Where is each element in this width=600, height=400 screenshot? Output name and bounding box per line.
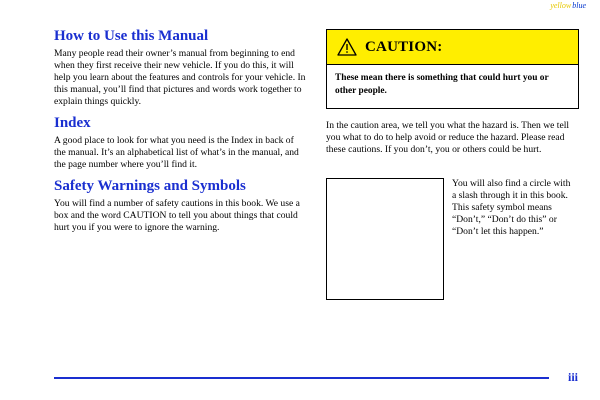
section-title: How to Use this Manual: [54, 28, 209, 44]
section-index: [54, 115, 306, 171]
safety-symbol-placeholder: [326, 178, 444, 300]
caution-box: [326, 29, 579, 109]
caution-title: CAUTION:: [365, 38, 443, 55]
caution-explanation: [326, 120, 580, 156]
footer-rule: [54, 377, 549, 379]
warning-triangle-icon: [337, 38, 357, 56]
safety-symbol-description: [452, 178, 574, 238]
top-mark: [550, 1, 586, 10]
page-number: iii: [567, 370, 578, 384]
top-mark-yellow: yellow: [550, 1, 572, 10]
section-text: A good place to look for what you need is the Index in back of the manual. It’s an alphabetical list of what’s in the manual, and the page number where you’ll find it.: [54, 135, 299, 170]
section-text: You will find a number of safety cautions in this book. We use a box and the word CAUTION to tell you about things that could hurt you if you were to ignore the warning.: [54, 198, 300, 233]
caution-header: [327, 30, 578, 65]
caution-explanation-text: In the caution area, we tell you what the hazard is. Then we tell you what to do to help avoid or reduce the hazard. Please read these cautions. If you don’t, you or others could be hurt.: [326, 120, 570, 155]
section-how-to-use: [54, 28, 306, 108]
caution-text: These mean there is something that could hurt you or other people.: [335, 73, 549, 96]
section-safety: [54, 178, 306, 234]
left-column: [54, 28, 306, 241]
section-text: Many people read their owner’s manual from beginning to end when they first receive their new vehicle. If you do this, it will help you learn about the features and controls for your vehicle. In this manual, you’ll find that pictures and words work together to explain things quickly.: [54, 48, 306, 107]
section-title: Safety Warnings and Symbols: [54, 178, 246, 194]
section-title: Index: [54, 115, 91, 131]
top-mark-blue: blue: [572, 1, 586, 10]
safety-symbol-text: You will also find a circle with a slash through it in this book. This safety symbol means “Don’t,” “Don’t do this” or “Don’t let this happen.”: [452, 178, 571, 237]
